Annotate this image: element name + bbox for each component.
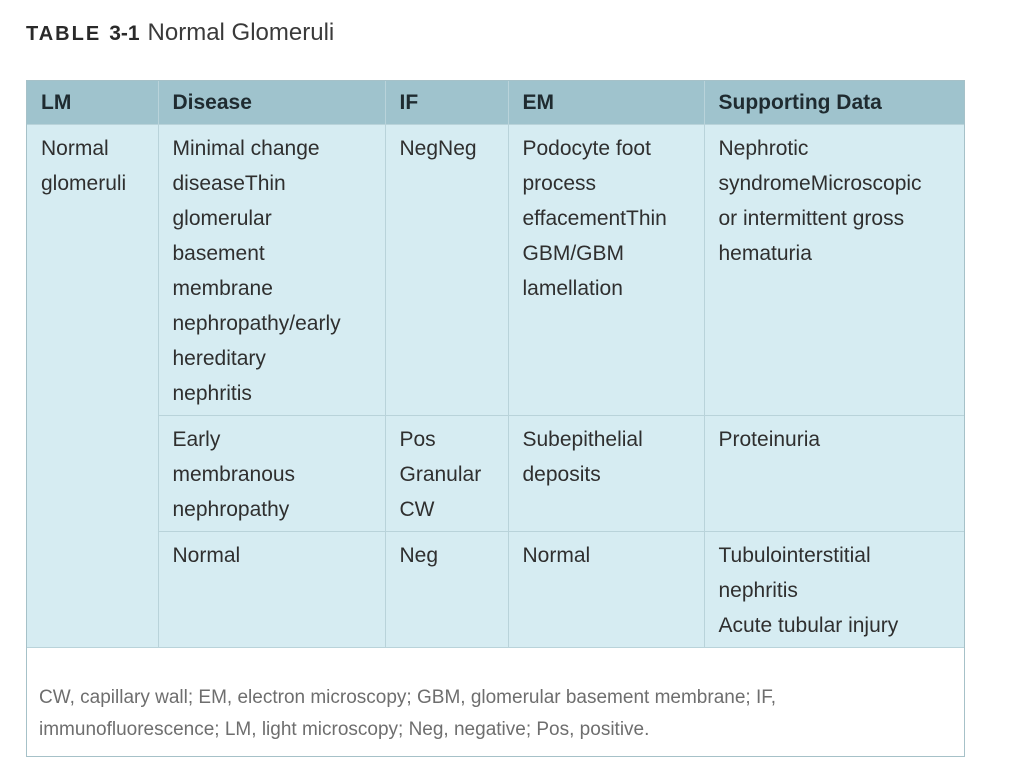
cell-line: nephropathy/early: [172, 312, 341, 335]
header-lm: LM: [27, 81, 158, 125]
cell-if: [385, 125, 508, 416]
cell-em: [508, 532, 704, 648]
cell-line: or intermittent gross: [718, 207, 905, 230]
cell-disease: [158, 532, 385, 648]
cell-line: effacementThin: [522, 207, 667, 230]
cell-supporting-data: [704, 125, 964, 416]
header-em: EM: [508, 81, 704, 125]
footnote-line: immunofluorescence; LM, light microscopy; Neg, negative; Pos, positive.: [39, 719, 650, 740]
footnote-line: CW, capillary wall; EM, electron microscopy; GBM, glomerular basement membrane; IF,: [39, 687, 777, 708]
cell-line: basement: [172, 242, 265, 265]
cell-line: hereditary: [172, 347, 266, 370]
cell-line: glomeruli: [41, 172, 127, 195]
cell-supporting-data: [704, 416, 964, 532]
cell-supporting-data: [704, 532, 964, 648]
cell-line: Normal: [172, 544, 241, 567]
cell-line: Minimal change: [172, 137, 320, 160]
cell-line: membrane: [172, 277, 273, 300]
cell-lm: [27, 125, 158, 648]
cell-em: [508, 125, 704, 416]
cell-line: Granular: [399, 463, 482, 486]
cell-line: nephropathy: [172, 498, 290, 521]
cell-em: [508, 416, 704, 532]
cell-if: [385, 532, 508, 648]
caption-title: Normal Glomeruli: [147, 19, 335, 46]
cell-line: Proteinuria: [718, 428, 821, 451]
cell-line: Podocyte foot: [522, 137, 651, 160]
cell-line: Neg: [399, 544, 439, 567]
caption-label: TABLE: [26, 23, 102, 45]
data-table-container: [26, 80, 965, 757]
cell-line: Subepithelial: [522, 428, 643, 451]
table-row: [27, 125, 964, 416]
table-row: [27, 532, 964, 648]
cell-line: Normal: [522, 544, 591, 567]
cell-line: diseaseThin: [172, 172, 286, 195]
header-if: IF: [385, 81, 508, 125]
cell-line: Pos: [399, 428, 436, 451]
cell-line: membranous: [172, 463, 296, 486]
cell-line: Early: [172, 428, 221, 451]
cell-if: [385, 416, 508, 532]
table-footnote: [27, 648, 964, 756]
cell-line: Normal: [41, 137, 109, 160]
cell-line: NegNeg: [399, 137, 477, 160]
cell-line: glomerular: [172, 207, 272, 230]
header-row: [27, 81, 964, 125]
cell-disease: [158, 125, 385, 416]
cell-disease: [158, 416, 385, 532]
table-row: [27, 416, 964, 532]
cell-line: CW: [399, 498, 435, 521]
header-supporting-data: Supporting Data: [704, 81, 964, 125]
cell-line: GBM/GBM: [522, 242, 625, 265]
cell-line: Tubulointerstitial: [718, 544, 871, 567]
cell-line: lamellation: [522, 277, 623, 300]
cell-line: Nephrotic: [718, 137, 809, 160]
header-disease: Disease: [158, 81, 385, 125]
cell-line: process: [522, 172, 597, 195]
cell-line: nephritis: [718, 579, 798, 602]
cell-line: nephritis: [172, 382, 252, 405]
table-caption: [26, 18, 334, 49]
caption-number: 3-1: [109, 22, 140, 45]
data-table: [27, 81, 964, 648]
cell-line: syndromeMicroscopic: [718, 172, 922, 195]
cell-line: deposits: [522, 463, 601, 486]
cell-line: Acute tubular injury: [718, 614, 899, 637]
cell-line: hematuria: [718, 242, 812, 265]
